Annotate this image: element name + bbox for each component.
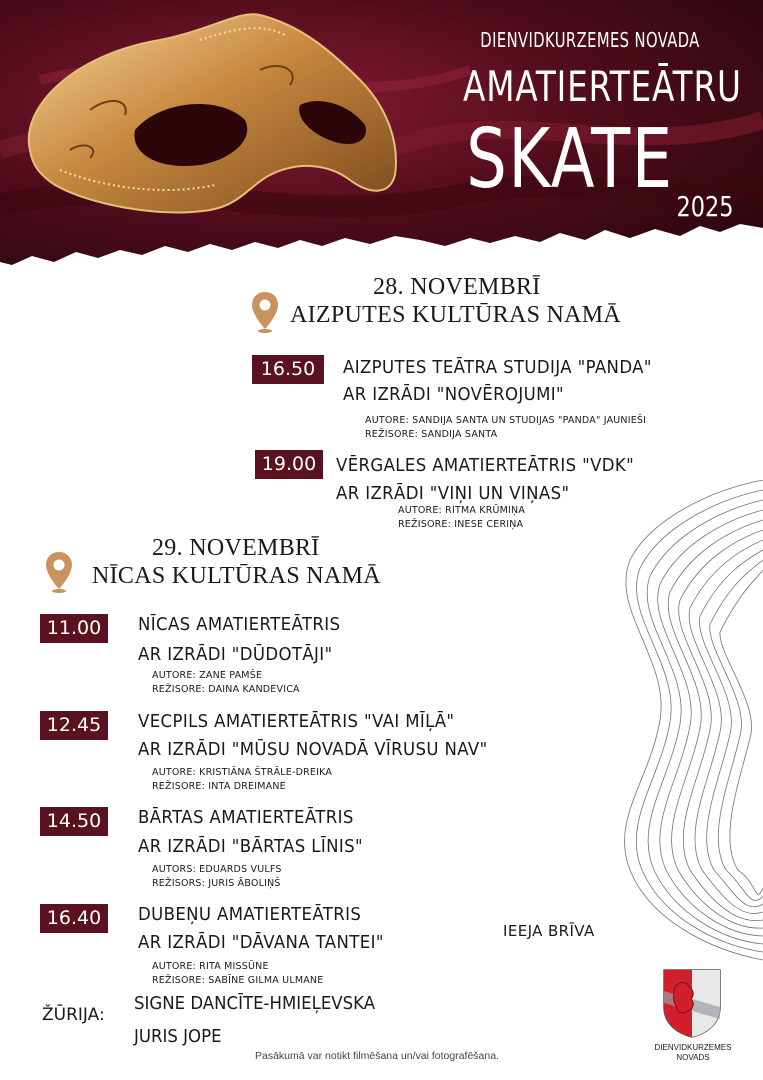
- jury-member: SIGNE DANCĪTE-HMIEĻEVSKA: [134, 993, 376, 1014]
- day-venue: AIZPUTES KULTŪRAS NAMĀ: [290, 302, 622, 328]
- play-line: AR IZRĀDI "DŪDOTĀJI": [138, 644, 333, 665]
- location-pin-icon: [45, 551, 73, 593]
- performer-line: VĒRGALES AMATIERTEĀTRIS "VDK": [336, 455, 635, 476]
- performer-line: AIZPUTES TEĀTRA STUDIJA "PANDA": [343, 357, 652, 378]
- logo-line2: NOVADS: [676, 1053, 710, 1062]
- play-line: AR IZRĀDI "MŪSU NOVADĀ VĪRUSU NAV": [138, 739, 488, 760]
- author-line: AUTORE: RITMA KRŪMIŅA: [398, 505, 526, 516]
- time-badge: 16.50: [252, 355, 324, 384]
- logo-caption: [648, 1043, 738, 1063]
- time-badge: 19.00: [255, 450, 323, 479]
- director-line: REŽISORE: DAINA KANDEVICA: [152, 684, 300, 695]
- location-pin-icon: [251, 291, 279, 333]
- performer-line: BĀRTAS AMATIERTEĀTRIS: [138, 807, 354, 828]
- time-badge: 12.45: [40, 711, 108, 740]
- event-year: 2025: [676, 190, 734, 223]
- day-date: 29. NOVEMBRĪ: [152, 535, 320, 561]
- play-line: AR IZRĀDI "DĀVANA TANTEI": [138, 932, 384, 953]
- author-line: AUTORE: SANDIJA SANTA UN STUDIJAS "PANDA" JAUNIEŠI: [365, 415, 647, 426]
- play-line: AR IZRĀDI "VIŅI UN VIŅAS": [336, 483, 570, 504]
- event-title: AMATIERTEĀTRU: [463, 62, 742, 111]
- day-date: 28. NOVEMBRĪ: [373, 274, 541, 300]
- author-line: AUTORE: RITA MISSŪNE: [152, 961, 269, 972]
- director-line: REŽISORE: INESE CERIŅA: [398, 519, 524, 530]
- decorative-waves: [590, 480, 763, 1000]
- director-line: REŽISORE: INTA DREIMANE: [152, 781, 286, 792]
- author-line: AUTORE: ZANE PAMŠE: [152, 670, 263, 681]
- play-line: AR IZRĀDI "NOVĒROJUMI": [343, 384, 565, 405]
- event-subtitle: SKATE: [466, 112, 674, 207]
- director-line: REŽISORE: SANDIJA SANTA: [365, 429, 498, 440]
- performer-line: DUBEŅU AMATIERTEĀTRIS: [138, 904, 362, 925]
- logo-line1: DIENVIDKURZEMES: [654, 1043, 732, 1052]
- footer-note: Pasākumā var notikt filmēšana un/vai fotografēšana.: [255, 1050, 499, 1062]
- organizer-title: DIENVIDKURZEMES NOVADA: [480, 28, 700, 52]
- time-badge: 11.00: [40, 614, 108, 643]
- hero-banner: [0, 0, 763, 275]
- author-line: AUTORE: KRISTIĀNA ŠTRĀLE-DREIKA: [152, 767, 333, 778]
- director-line: REŽISORE: SABĪNE GILMA ULMANE: [152, 975, 324, 986]
- director-line: REŽISORS: JURIS ĀBOLIŅŠ: [152, 878, 281, 889]
- author-line: AUTORS: EDUARDS VULFS: [152, 864, 282, 875]
- jury-member: JURIS JOPE: [134, 1026, 222, 1047]
- performer-line: VECPILS AMATIERTEĀTRIS "VAI MĪĻĀ": [138, 711, 455, 732]
- performer-line: NĪCAS AMATIERTEĀTRIS: [138, 614, 341, 635]
- jury-label: ŽŪRIJA:: [42, 1005, 105, 1025]
- coat-of-arms-logo: [661, 967, 723, 1039]
- time-badge: 14.50: [40, 807, 108, 836]
- entry-info: IEEJA BRĪVA: [503, 922, 595, 940]
- play-line: AR IZRĀDI "BĀRTAS LĪNIS": [138, 836, 363, 857]
- day-venue: NĪCAS KULTŪRAS NAMĀ: [92, 563, 381, 589]
- time-badge: 16.40: [40, 904, 108, 933]
